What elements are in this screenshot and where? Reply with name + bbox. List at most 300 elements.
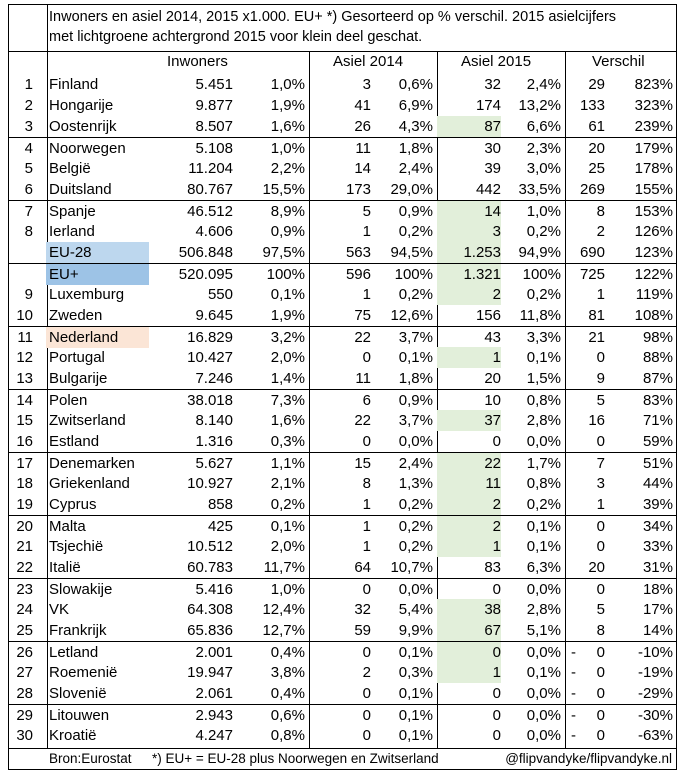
asiel-2014-percent: 2,4% xyxy=(398,455,433,472)
verschil-percent: 126% xyxy=(634,223,673,240)
asiel-2015-value: 2 xyxy=(437,516,501,537)
verschil-percent: 83% xyxy=(642,392,673,409)
header-asiel-2015: Asiel 2015 xyxy=(461,53,532,70)
asiel-2015-percent: 0,0% xyxy=(526,707,561,724)
country-name: Litouwen xyxy=(49,707,110,724)
title-line-1: Inwoners en asiel 2014, 2015 x1.000. EU+ *) Gesorteerd op % verschil. 2015 asielcijfers xyxy=(49,9,617,25)
row-number: 25 xyxy=(16,622,33,639)
inwoners-value: 2.061 xyxy=(195,685,233,702)
verschil-percent: -29% xyxy=(637,685,673,702)
inwoners-value: 4.606 xyxy=(195,223,233,240)
asiel-2014-percent: 0,9% xyxy=(398,392,433,409)
inwoners-value: 550 xyxy=(207,286,233,303)
footer-source: Bron:Eurostat xyxy=(49,751,132,766)
row-number: 21 xyxy=(16,538,33,555)
title-blank-cell xyxy=(9,5,48,51)
table-row xyxy=(9,137,676,159)
country-name: Italië xyxy=(49,559,81,576)
asiel-2015-percent: 2,8% xyxy=(526,601,561,618)
row-number: 28 xyxy=(16,685,33,702)
row-number: 9 xyxy=(24,286,33,303)
row-number: 1 xyxy=(24,76,33,93)
asiel-2014-value: 75 xyxy=(354,307,371,324)
table-row xyxy=(9,389,676,411)
row-number: 13 xyxy=(16,370,33,387)
table-row xyxy=(9,305,676,326)
table-row xyxy=(9,347,676,368)
inwoners-percent: 0,1% xyxy=(270,518,305,535)
inwoners-value: 38.018 xyxy=(187,392,233,409)
inwoners-percent: 2,1% xyxy=(270,475,305,492)
asiel-2014-percent: 6,9% xyxy=(398,97,433,114)
table-row xyxy=(9,326,676,348)
inwoners-value: 858 xyxy=(207,496,233,513)
inwoners-value: 46.512 xyxy=(187,203,233,220)
inwoners-value: 5.451 xyxy=(195,76,233,93)
row-number: 30 xyxy=(16,727,33,744)
table-row xyxy=(9,410,676,431)
column-headers xyxy=(9,51,676,74)
inwoners-percent: 2,0% xyxy=(270,349,305,366)
country-name: Griekenland xyxy=(49,475,130,492)
asiel-2015-percent: 1,0% xyxy=(526,203,561,220)
asiel-2015-value: 39 xyxy=(484,160,501,177)
inwoners-percent: 1,1% xyxy=(270,455,305,472)
verschil-value: 2 xyxy=(596,223,605,240)
inwoners-value: 520.095 xyxy=(178,266,233,283)
asiel-2014-value: 563 xyxy=(345,244,371,261)
asiel-2014-percent: 0,9% xyxy=(398,203,433,220)
asiel-2014-value: 0 xyxy=(362,433,371,450)
asiel-2015-percent: 13,2% xyxy=(518,97,561,114)
inwoners-percent: 0,2% xyxy=(270,496,305,513)
verschil-value: 20 xyxy=(588,559,605,576)
asiel-2014-value: 64 xyxy=(354,559,371,576)
verschil-percent: 153% xyxy=(634,203,673,220)
verschil-percent: 14% xyxy=(642,622,673,639)
row-number: 16 xyxy=(16,433,33,450)
table-row xyxy=(9,116,676,137)
asiel-2014-percent: 0,1% xyxy=(398,349,433,366)
asiel-2014-value: 5 xyxy=(362,203,371,220)
inwoners-percent: 15,5% xyxy=(262,181,305,198)
country-name: Denemarken xyxy=(49,455,135,472)
inwoners-value: 8.140 xyxy=(195,412,233,429)
table-row xyxy=(9,578,676,600)
verschil-value: 133 xyxy=(579,97,605,114)
inwoners-percent: 12,7% xyxy=(262,622,305,639)
asiel-2014-value: 22 xyxy=(354,412,371,429)
verschil-percent: 179% xyxy=(634,140,673,157)
verschil-value: 3 xyxy=(596,475,605,492)
country-name: Duitsland xyxy=(49,181,112,198)
inwoners-value: 5.108 xyxy=(195,140,233,157)
inwoners-value: 7.246 xyxy=(195,370,233,387)
table-row xyxy=(9,368,676,389)
inwoners-value: 65.836 xyxy=(187,622,233,639)
asiel-2015-value: 1 xyxy=(437,662,501,683)
asiel-2014-value: 2 xyxy=(362,664,371,681)
asiel-2015-percent: 1,7% xyxy=(526,455,561,472)
asiel-2014-percent: 100% xyxy=(394,266,433,283)
asiel-2015-value: 43 xyxy=(484,329,501,346)
country-name: Spanje xyxy=(49,203,96,220)
inwoners-percent: 0,3% xyxy=(270,433,305,450)
table-row xyxy=(9,494,676,515)
verschil-percent: 155% xyxy=(634,181,673,198)
inwoners-value: 80.767 xyxy=(187,181,233,198)
inwoners-value: 425 xyxy=(207,518,233,535)
asiel-2015-percent: 0,8% xyxy=(526,475,561,492)
country-name: Luxemburg xyxy=(49,286,125,303)
asiel-2014-value: 22 xyxy=(354,329,371,346)
asiel-2015-percent: 2,3% xyxy=(526,140,561,157)
asiel-2015-percent: 3,0% xyxy=(526,160,561,177)
country-name: Frankrijk xyxy=(49,622,107,639)
country-name: Finland xyxy=(49,76,99,93)
asiel-2014-value: 0 xyxy=(362,349,371,366)
verschil-value: 1 xyxy=(596,496,605,513)
inwoners-percent: 3,2% xyxy=(270,329,305,346)
verschil-value: 21 xyxy=(588,329,605,346)
verschil-value: 0 xyxy=(596,538,605,555)
asiel-2015-percent: 0,8% xyxy=(526,392,561,409)
inwoners-value: 2.943 xyxy=(195,707,233,724)
asiel-2014-value: 8 xyxy=(362,475,371,492)
row-number: 17 xyxy=(16,455,33,472)
asiel-2014-percent: 5,4% xyxy=(398,601,433,618)
inwoners-value: 19.947 xyxy=(187,664,233,681)
row-number: 12 xyxy=(16,349,33,366)
inwoners-value: 10.512 xyxy=(187,538,233,555)
verschil-sign: - xyxy=(571,707,576,724)
asiel-2015-percent: 94,9% xyxy=(518,244,561,261)
asiel-2015-value: 30 xyxy=(484,140,501,157)
verschil-percent: 108% xyxy=(634,307,673,324)
table-row xyxy=(9,158,676,179)
verschil-sign: - xyxy=(571,727,576,744)
inwoners-percent: 0,1% xyxy=(270,286,305,303)
asiel-2014-value: 1 xyxy=(362,286,371,303)
asiel-2014-value: 14 xyxy=(354,160,371,177)
asiel-2015-percent: 6,3% xyxy=(526,559,561,576)
country-name: Kroatië xyxy=(49,727,97,744)
verschil-value: 29 xyxy=(588,76,605,93)
asiel-2015-value: 0 xyxy=(492,685,501,702)
asiel-2014-percent: 29,0% xyxy=(390,181,433,198)
verschil-percent: 59% xyxy=(642,433,673,450)
inwoners-percent: 1,6% xyxy=(270,118,305,135)
inwoners-percent: 12,4% xyxy=(262,601,305,618)
asiel-2014-percent: 0,2% xyxy=(398,286,433,303)
country-name: Roemenië xyxy=(49,664,118,681)
country-name: Bulgarije xyxy=(49,370,108,387)
asiel-2014-percent: 0,2% xyxy=(398,518,433,535)
country-name: Malta xyxy=(49,518,86,535)
table-row xyxy=(9,725,676,746)
asiel-2015-value: 10 xyxy=(484,392,501,409)
verschil-value: 0 xyxy=(596,518,605,535)
asiel-2014-percent: 1,3% xyxy=(398,475,433,492)
inwoners-value: 64.308 xyxy=(187,601,233,618)
asiel-2015-percent: 0,1% xyxy=(526,538,561,555)
asiel-2014-percent: 0,2% xyxy=(398,223,433,240)
asiel-2015-value: 0 xyxy=(437,642,501,663)
verschil-sign: - xyxy=(571,685,576,702)
verschil-value: 0 xyxy=(596,727,605,744)
country-name: Hongarije xyxy=(49,97,114,114)
verschil-value: 1 xyxy=(596,286,605,303)
row-number: 24 xyxy=(16,601,33,618)
asiel-2014-percent: 10,7% xyxy=(390,559,433,576)
asiel-2014-value: 15 xyxy=(354,455,371,472)
asiel-2015-value: 442 xyxy=(475,181,501,198)
row-number: 2 xyxy=(24,97,33,114)
table-row xyxy=(9,431,676,452)
verschil-value: 8 xyxy=(596,203,605,220)
asiel-2015-value: 32 xyxy=(484,76,501,93)
asiel-2014-value: 1 xyxy=(362,496,371,513)
country-name: Ierland xyxy=(49,223,95,240)
inwoners-value: 10.927 xyxy=(187,475,233,492)
verschil-value: 16 xyxy=(588,412,605,429)
verschil-value: 0 xyxy=(596,433,605,450)
verschil-percent: 17% xyxy=(642,601,673,618)
verschil-percent: 51% xyxy=(642,455,673,472)
inwoners-value: 11.204 xyxy=(188,160,233,177)
verschil-sign: - xyxy=(571,644,576,661)
asiel-2015-percent: 0,0% xyxy=(526,581,561,598)
verschil-percent: -10% xyxy=(637,644,673,661)
inwoners-percent: 1,9% xyxy=(270,307,305,324)
inwoners-percent: 0,4% xyxy=(270,644,305,661)
asiel-2014-percent: 0,0% xyxy=(398,433,433,450)
asiel-2014-percent: 9,9% xyxy=(398,622,433,639)
inwoners-percent: 1,0% xyxy=(270,581,305,598)
inwoners-value: 1.316 xyxy=(195,433,233,450)
row-number: 19 xyxy=(16,496,33,513)
asiel-2015-percent: 0,2% xyxy=(526,496,561,513)
country-name: België xyxy=(49,160,91,177)
footer-note: *) EU+ = EU-28 plus Noorwegen en Zwitserland xyxy=(152,751,439,766)
verschil-percent: 823% xyxy=(634,76,673,93)
inwoners-value: 9.645 xyxy=(195,307,233,324)
table-row xyxy=(9,683,676,704)
table-row xyxy=(9,620,676,641)
inwoners-percent: 11,7% xyxy=(263,559,305,576)
row-number: 23 xyxy=(16,581,33,598)
inwoners-value: 10.427 xyxy=(187,349,233,366)
verschil-value: 0 xyxy=(596,349,605,366)
verschil-value: 25 xyxy=(588,160,605,177)
asiel-2014-value: 0 xyxy=(362,581,371,598)
asiel-2015-percent: 0,1% xyxy=(526,664,561,681)
verschil-percent: 178% xyxy=(634,160,673,177)
verschil-percent: 39% xyxy=(642,496,673,513)
asiel-2015-value: 87 xyxy=(437,116,501,137)
table-row xyxy=(9,536,676,557)
inwoners-percent: 1,4% xyxy=(270,370,305,387)
asiel-2015-value: 2 xyxy=(437,494,501,515)
table-row xyxy=(9,263,676,285)
inwoners-percent: 0,6% xyxy=(270,707,305,724)
verschil-percent: 119% xyxy=(635,286,673,303)
inwoners-percent: 1,9% xyxy=(270,97,305,114)
verschil-percent: 33% xyxy=(642,538,673,555)
verschil-value: 690 xyxy=(579,244,605,261)
inwoners-percent: 8,9% xyxy=(270,203,305,220)
asiel-2015-value: 1.321 xyxy=(437,264,501,285)
asiel-2015-percent: 3,3% xyxy=(526,329,561,346)
asiel-2014-value: 173 xyxy=(345,181,371,198)
asiel-2014-percent: 0,2% xyxy=(398,538,433,555)
inwoners-percent: 97,5% xyxy=(262,244,305,261)
asiel-2015-percent: 0,1% xyxy=(526,518,561,535)
verschil-percent: 123% xyxy=(634,244,673,261)
country-name: VK xyxy=(49,601,70,618)
asylum-table-sheet xyxy=(8,4,677,770)
asiel-2014-percent: 1,8% xyxy=(398,370,433,387)
verschil-value: 7 xyxy=(596,455,605,472)
asiel-2015-percent: 0,0% xyxy=(526,433,561,450)
country-name: Slowakije xyxy=(49,581,113,598)
country-name: Estland xyxy=(49,433,100,450)
row-number: 15 xyxy=(16,412,33,429)
row-number: 3 xyxy=(24,118,33,135)
verschil-value: 81 xyxy=(588,307,605,324)
inwoners-percent: 1,0% xyxy=(270,76,305,93)
asiel-2014-percent: 94,5% xyxy=(390,244,433,261)
asiel-2015-percent: 0,2% xyxy=(526,286,561,303)
asiel-2015-value: 14 xyxy=(437,201,501,222)
row-number: 27 xyxy=(16,664,33,681)
asiel-2014-percent: 0,1% xyxy=(398,707,433,724)
inwoners-percent: 1,6% xyxy=(270,412,305,429)
asiel-2015-value: 0 xyxy=(492,707,501,724)
asiel-2014-value: 11 xyxy=(355,370,371,387)
table-row xyxy=(9,557,676,578)
inwoners-value: 60.783 xyxy=(187,559,233,576)
table-row xyxy=(9,704,676,726)
asiel-2014-value: 1 xyxy=(362,223,371,240)
header-asiel-2014: Asiel 2014 xyxy=(333,53,404,70)
country-name: Cyprus xyxy=(49,496,97,513)
verschil-value: 9 xyxy=(596,370,605,387)
asiel-2015-value: 174 xyxy=(475,97,501,114)
asiel-2015-value: 3 xyxy=(437,221,501,242)
asiel-2015-percent: 2,8% xyxy=(526,412,561,429)
asiel-2015-percent: 0,0% xyxy=(526,644,561,661)
asiel-2015-value: 38 xyxy=(437,599,501,620)
asiel-2015-value: 1.253 xyxy=(437,242,501,263)
table-row xyxy=(9,662,676,683)
verschil-percent: 34% xyxy=(642,518,673,535)
asiel-2014-value: 32 xyxy=(354,601,371,618)
verschil-value: 5 xyxy=(596,601,605,618)
verschil-value: 8 xyxy=(596,622,605,639)
row-number: 7 xyxy=(24,203,33,220)
asiel-2015-percent: 2,4% xyxy=(526,76,561,93)
asiel-2014-percent: 0,6% xyxy=(398,76,433,93)
verschil-percent: 44% xyxy=(642,475,673,492)
asiel-2014-value: 26 xyxy=(354,118,371,135)
row-number: 8 xyxy=(24,223,33,240)
asiel-2015-percent: 0,1% xyxy=(526,349,561,366)
country-name: Zweden xyxy=(49,307,103,324)
asiel-2014-value: 0 xyxy=(362,685,371,702)
row-number: 6 xyxy=(24,181,33,198)
asiel-2014-percent: 0,0% xyxy=(398,581,433,598)
asiel-2014-percent: 3,7% xyxy=(398,412,433,429)
row-number: 29 xyxy=(16,707,33,724)
asiel-2014-value: 1 xyxy=(362,518,371,535)
verschil-percent: 88% xyxy=(642,349,673,366)
verschil-percent: 18% xyxy=(642,581,673,598)
row-number: 26 xyxy=(16,644,33,661)
asiel-2014-value: 6 xyxy=(362,392,371,409)
verschil-value: 5 xyxy=(596,392,605,409)
inwoners-value: 8.507 xyxy=(195,118,233,135)
verschil-percent: 323% xyxy=(634,97,673,114)
asiel-2015-value: 83 xyxy=(484,559,501,576)
asiel-2014-value: 596 xyxy=(345,266,371,283)
country-name: Polen xyxy=(49,392,88,409)
country-name: Nederland xyxy=(46,327,149,348)
asiel-2014-percent: 2,4% xyxy=(398,160,433,177)
verschil-value: 269 xyxy=(579,181,605,198)
asiel-2014-percent: 0,3% xyxy=(398,664,433,681)
row-number: 20 xyxy=(16,518,33,535)
inwoners-percent: 1,0% xyxy=(270,140,305,157)
asiel-2015-percent: 0,2% xyxy=(526,223,561,240)
verschil-value: 0 xyxy=(596,664,605,681)
asiel-2014-percent: 0,1% xyxy=(398,727,433,744)
table-title xyxy=(9,5,676,51)
inwoners-value: 5.416 xyxy=(195,581,233,598)
asiel-2014-value: 3 xyxy=(362,76,371,93)
asiel-2015-value: 11 xyxy=(437,473,501,494)
country-name: EU-28 xyxy=(46,242,149,263)
asiel-2014-value: 59 xyxy=(354,622,371,639)
asiel-2014-value: 41 xyxy=(354,97,371,114)
asiel-2015-value: 156 xyxy=(475,307,501,324)
asiel-2015-percent: 6,6% xyxy=(526,118,561,135)
asiel-2015-value: 22 xyxy=(437,453,501,474)
asiel-2015-value: 20 xyxy=(484,370,501,387)
country-name: Oostenrijk xyxy=(49,118,117,135)
verschil-percent: 87% xyxy=(642,370,673,387)
header-inwoners: Inwoners xyxy=(167,53,228,70)
verschil-value: 61 xyxy=(588,118,605,135)
asiel-2014-percent: 0,1% xyxy=(398,644,433,661)
table-footer xyxy=(9,748,676,769)
inwoners-value: 9.877 xyxy=(195,97,233,114)
table-row xyxy=(9,200,676,222)
asiel-2014-value: 0 xyxy=(362,727,371,744)
country-name: Tsjechië xyxy=(49,538,104,555)
asiel-2015-value: 1 xyxy=(437,536,501,557)
verschil-percent: -63% xyxy=(637,727,673,744)
inwoners-percent: 0,9% xyxy=(270,223,305,240)
table-row xyxy=(9,452,676,474)
asiel-2015-percent: 100% xyxy=(522,266,561,283)
country-name: Slovenië xyxy=(49,685,107,702)
inwoners-value: 506.848 xyxy=(178,244,233,261)
header-verschil: Verschil xyxy=(592,53,645,70)
asiel-2015-percent: 33,5% xyxy=(518,181,561,198)
verschil-percent: 98% xyxy=(642,329,673,346)
inwoners-value: 2.001 xyxy=(195,644,233,661)
